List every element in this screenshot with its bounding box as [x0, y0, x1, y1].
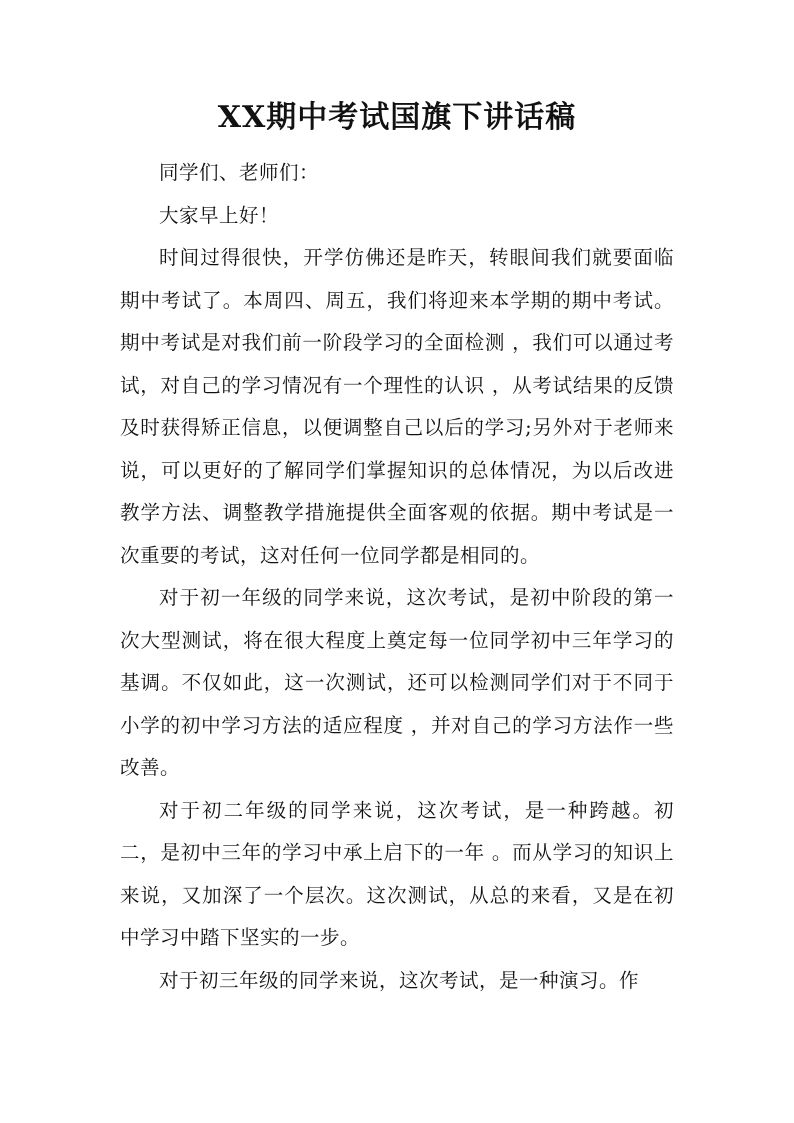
paragraph-3: 对于初二年级的同学来说，这次考试，是一种跨越。初二，是初中三年的学习中承上启下的一年 。而从学习的知识上来说，又加深了一个层次。这次测试，从总的来看，又是在初中学习中踏下坚实的一步。 — [120, 798, 674, 949]
document-body — [120, 152, 674, 1002]
paragraph-4: 对于初三年级的同学来说，这次考试，是一种演习。作 — [159, 968, 640, 992]
paragraph-2: 对于初一年级的同学来说，这次考试，是初中阶段的第一次大型测试，将在很大程度上奠定每一位同学初中三年学习的基调。不仅如此，这一次测试，还可以检测同学们对于不同于小学的初中学习方法的适应程度 ，并对自己的学习方法作一些改善。 — [120, 586, 674, 779]
salutation: 同学们、老师们： — [159, 161, 320, 184]
greeting: 大家早上好！ — [159, 203, 280, 227]
paragraph-1: 时间过得很快，开学仿佛还是昨天，转眼间我们就要面临期中考试了。本周四、周五，我们将迎来本学期的期中考试。期中考试是对我们前一阶段学习的全面检测 ，我们可以通过考试，对自己的学习情况有一个理性的认识 ，从考试结果的反馈及时获得矫正信息，以便调整自己以后的学习;另外对于老师来说，可以更好的了解同学们掌握知识的总体情况，为以后改进教学方法、调整教学措施提供全面客观的依据。期中考试是一次重要的考试，这对任何一位同学都是相同的。 — [120, 246, 674, 567]
document-title: XX期中考试国旗下讲话稿 — [217, 100, 577, 135]
